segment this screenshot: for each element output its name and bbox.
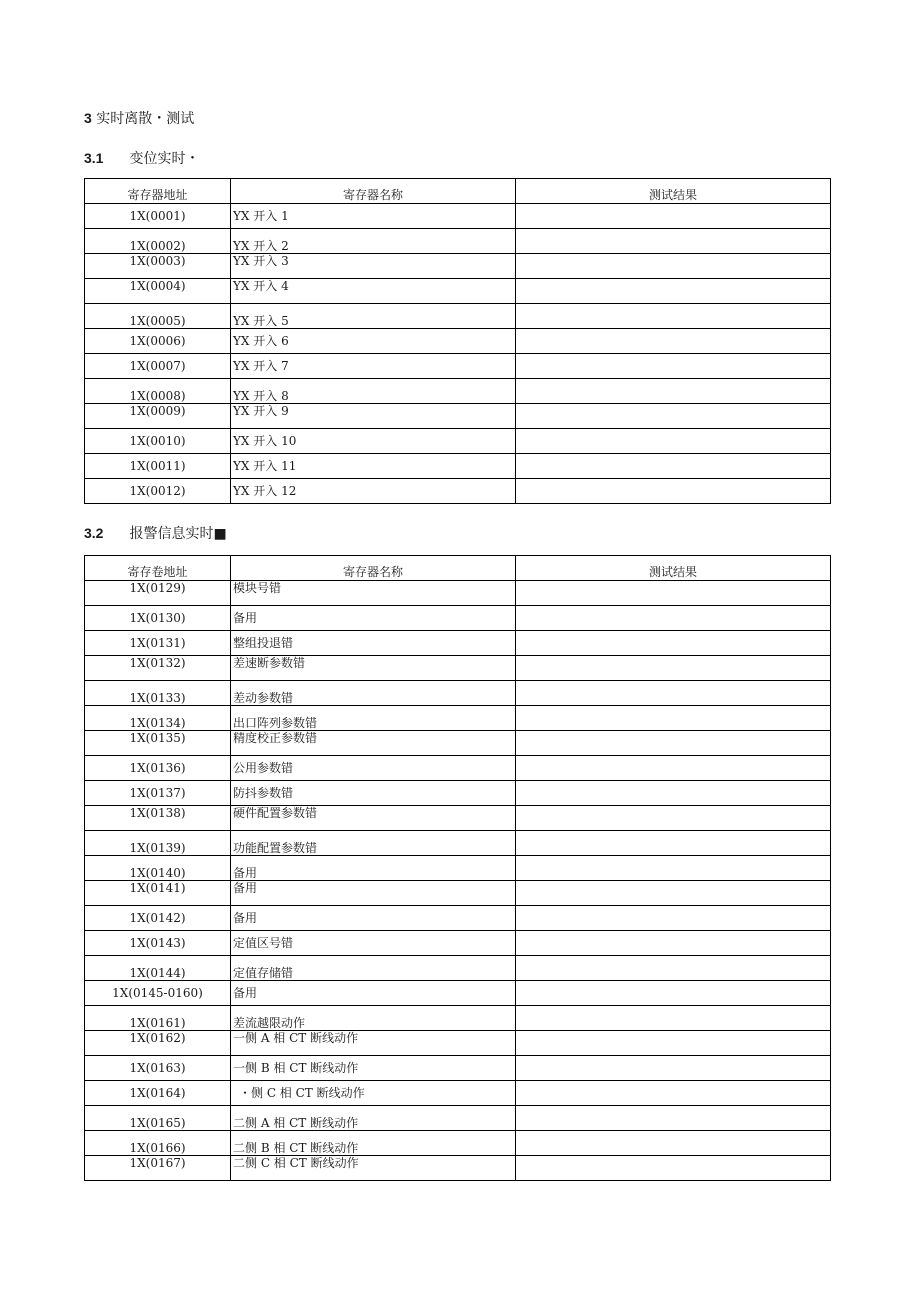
- register-name: YX 开入 11: [231, 454, 516, 479]
- table-row: [85, 279, 831, 304]
- register-address: 1X(0136): [85, 756, 231, 781]
- test-result-cell[interactable]: [516, 831, 831, 856]
- test-result-cell[interactable]: [516, 806, 831, 831]
- register-address: 1X(0003): [85, 254, 231, 279]
- register-name: YX 开入 4: [231, 279, 516, 304]
- table-row: [85, 1081, 831, 1106]
- test-result-cell[interactable]: [516, 354, 831, 379]
- test-result-cell[interactable]: [516, 931, 831, 956]
- test-result-cell[interactable]: [516, 454, 831, 479]
- register-address: 1X(0141): [85, 881, 231, 906]
- column-header-result: 测试结果: [516, 556, 831, 581]
- test-result-cell[interactable]: [516, 479, 831, 504]
- table-row: [85, 881, 831, 906]
- register-address: 1X(0135): [85, 731, 231, 756]
- register-name: 备用: [231, 981, 516, 1006]
- test-result-cell[interactable]: [516, 731, 831, 756]
- register-name: ・侧 C 相 CT 断线动作: [231, 1081, 516, 1106]
- register-name: YX 开入 1: [231, 204, 516, 229]
- subsection-heading-3-1: [84, 148, 199, 168]
- subsection-heading-3-2: [84, 523, 227, 543]
- table-row: [85, 354, 831, 379]
- test-result-cell[interactable]: [516, 304, 831, 329]
- table-row: [85, 706, 831, 731]
- register-address: 1X(0132): [85, 656, 231, 681]
- register-address: 1X(0144): [85, 956, 231, 981]
- register-address: 1X(0161): [85, 1006, 231, 1031]
- register-name: 二侧 B 相 CT 断线动作: [231, 1131, 516, 1156]
- table-row: [85, 1031, 831, 1056]
- table-row: [85, 656, 831, 681]
- test-result-cell[interactable]: [516, 881, 831, 906]
- table-row: [85, 479, 831, 504]
- register-name: 一侧 A 相 CT 断线动作: [231, 1031, 516, 1056]
- table-row: [85, 931, 831, 956]
- register-address: 1X(0137): [85, 781, 231, 806]
- test-result-cell[interactable]: [516, 229, 831, 254]
- status-change-register-table: [84, 178, 831, 504]
- table-row: [85, 454, 831, 479]
- test-result-cell[interactable]: [516, 254, 831, 279]
- register-name: 防抖参数错: [231, 781, 516, 806]
- table-row: [85, 681, 831, 706]
- subsection-title: 报警信息实时■: [129, 526, 227, 542]
- register-name: 差流越限动作: [231, 1006, 516, 1031]
- table-row: [85, 956, 831, 981]
- column-header-address: 寄存卷地址: [85, 556, 231, 581]
- table-row: [85, 806, 831, 831]
- register-name: 精度校正参数错: [231, 731, 516, 756]
- test-result-cell[interactable]: [516, 279, 831, 304]
- register-name: 备用: [231, 856, 516, 881]
- register-name: 定值区号错: [231, 931, 516, 956]
- register-name: YX 开入 5: [231, 304, 516, 329]
- register-name: YX 开入 7: [231, 354, 516, 379]
- register-address: 1X(0143): [85, 931, 231, 956]
- test-result-cell[interactable]: [516, 1106, 831, 1131]
- table-row: [85, 756, 831, 781]
- table-row: [85, 254, 831, 279]
- test-result-cell[interactable]: [516, 1156, 831, 1181]
- table-row: [85, 981, 831, 1006]
- test-result-cell[interactable]: [516, 981, 831, 1006]
- test-result-cell[interactable]: [516, 631, 831, 656]
- register-address: 1X(0009): [85, 404, 231, 429]
- register-name: 二侧 A 相 CT 断线动作: [231, 1106, 516, 1131]
- table-row: [85, 404, 831, 429]
- test-result-cell[interactable]: [516, 404, 831, 429]
- register-address: 1X(0142): [85, 906, 231, 931]
- test-result-cell[interactable]: [516, 656, 831, 681]
- test-result-cell[interactable]: [516, 906, 831, 931]
- subsection-title: 变位实时・: [129, 151, 200, 167]
- table-row: [85, 631, 831, 656]
- register-address: 1X(0166): [85, 1131, 231, 1156]
- register-name: 备用: [231, 606, 516, 631]
- register-address: 1X(0012): [85, 479, 231, 504]
- table-row: [85, 581, 831, 606]
- register-address: 1X(0010): [85, 429, 231, 454]
- register-name: YX 开入 8: [231, 379, 516, 404]
- section-heading: [84, 108, 194, 128]
- test-result-cell[interactable]: [516, 581, 831, 606]
- register-address: 1X(0162): [85, 1031, 231, 1056]
- test-result-cell[interactable]: [516, 856, 831, 881]
- test-result-cell[interactable]: [516, 429, 831, 454]
- table-row: [85, 831, 831, 856]
- section-title: 实时离散・测试: [96, 111, 195, 127]
- register-address: 1X(0133): [85, 681, 231, 706]
- table-row: [85, 204, 831, 229]
- table-row: [85, 429, 831, 454]
- register-name: YX 开入 3: [231, 254, 516, 279]
- test-result-cell[interactable]: [516, 1031, 831, 1056]
- register-name: 备用: [231, 906, 516, 931]
- register-address: 1X(0001): [85, 204, 231, 229]
- test-result-cell[interactable]: [516, 204, 831, 229]
- test-result-cell[interactable]: [516, 1056, 831, 1081]
- register-address: 1X(0139): [85, 831, 231, 856]
- test-result-cell[interactable]: [516, 1081, 831, 1106]
- register-name: YX 开入 12: [231, 479, 516, 504]
- register-name: 一侧 B 相 CT 断线动作: [231, 1056, 516, 1081]
- register-address: 1X(0164): [85, 1081, 231, 1106]
- subsection-number: 3.2: [84, 525, 104, 541]
- register-name: YX 开入 10: [231, 429, 516, 454]
- test-result-cell[interactable]: [516, 956, 831, 981]
- register-name: YX 开入 2: [231, 229, 516, 254]
- test-result-cell[interactable]: [516, 756, 831, 781]
- register-name: 差速断参数错: [231, 656, 516, 681]
- table-row: [85, 1131, 831, 1156]
- section-number: 3: [84, 110, 92, 126]
- test-result-cell[interactable]: [516, 1131, 831, 1156]
- register-name: 备用: [231, 881, 516, 906]
- table-header-row: [85, 179, 831, 204]
- test-result-cell[interactable]: [516, 681, 831, 706]
- register-address: 1X(0006): [85, 329, 231, 354]
- table-header-row: [85, 556, 831, 581]
- test-result-cell[interactable]: [516, 1006, 831, 1031]
- column-header-name: 寄存器名称: [231, 556, 516, 581]
- table-row: [85, 1056, 831, 1081]
- table-row: [85, 606, 831, 631]
- register-address: 1X(0130): [85, 606, 231, 631]
- register-name: YX 开入 6: [231, 329, 516, 354]
- column-header-address: 寄存器地址: [85, 179, 231, 204]
- test-result-cell[interactable]: [516, 606, 831, 631]
- register-name: 模块号错: [231, 581, 516, 606]
- register-address: 1X(0002): [85, 229, 231, 254]
- register-address: 1X(0140): [85, 856, 231, 881]
- test-result-cell[interactable]: [516, 706, 831, 731]
- register-address: 1X(0008): [85, 379, 231, 404]
- column-header-result: 测试结果: [516, 179, 831, 204]
- table-row: [85, 856, 831, 881]
- register-name: 差动参数错: [231, 681, 516, 706]
- register-address: 1X(0134): [85, 706, 231, 731]
- register-address: 1X(0167): [85, 1156, 231, 1181]
- table-row: [85, 379, 831, 404]
- register-name: 定值存储错: [231, 956, 516, 981]
- register-address: 1X(0131): [85, 631, 231, 656]
- register-name: YX 开入 9: [231, 404, 516, 429]
- subsection-number: 3.1: [84, 150, 104, 166]
- column-header-name: 寄存器名称: [231, 179, 516, 204]
- register-address: 1X(0145-0160): [85, 981, 231, 1006]
- register-address: 1X(0138): [85, 806, 231, 831]
- table-row: [85, 1006, 831, 1031]
- table-row: [85, 229, 831, 254]
- register-address: 1X(0165): [85, 1106, 231, 1131]
- alarm-register-table: [84, 555, 831, 1181]
- table-row: [85, 329, 831, 354]
- register-address: 1X(0007): [85, 354, 231, 379]
- register-address: 1X(0004): [85, 279, 231, 304]
- register-address: 1X(0011): [85, 454, 231, 479]
- register-address: 1X(0129): [85, 581, 231, 606]
- register-address: 1X(0005): [85, 304, 231, 329]
- test-result-cell[interactable]: [516, 329, 831, 354]
- table-row: [85, 1106, 831, 1131]
- register-name: 整组投退错: [231, 631, 516, 656]
- table-row: [85, 1156, 831, 1181]
- table-row: [85, 781, 831, 806]
- register-name: 二侧 C 相 CT 断线动作: [231, 1156, 516, 1181]
- test-result-cell[interactable]: [516, 781, 831, 806]
- table-row: [85, 906, 831, 931]
- register-name: 出口阵列参数错: [231, 706, 516, 731]
- register-address: 1X(0163): [85, 1056, 231, 1081]
- table-row: [85, 304, 831, 329]
- register-name: 功能配置参数错: [231, 831, 516, 856]
- table-row: [85, 731, 831, 756]
- test-result-cell[interactable]: [516, 379, 831, 404]
- register-name: 硬件配置参数错: [231, 806, 516, 831]
- register-name: 公用参数错: [231, 756, 516, 781]
